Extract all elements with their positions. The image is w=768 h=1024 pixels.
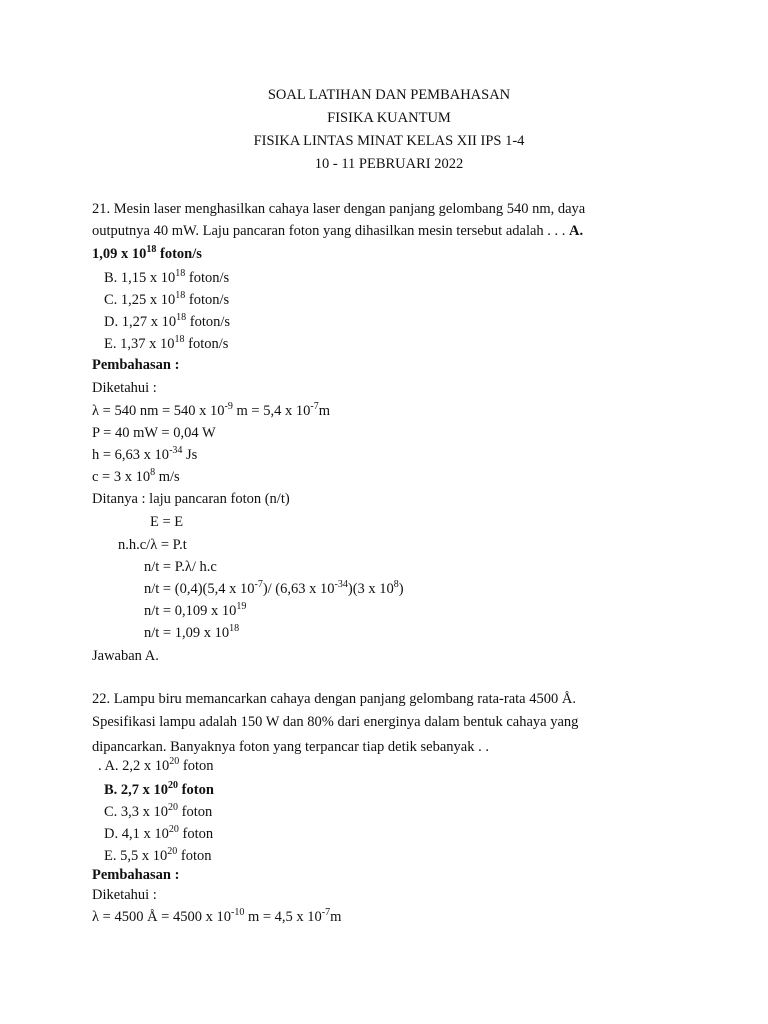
- q22-pembahasan-heading: Pembahasan :: [92, 867, 180, 883]
- q22-option-a: . A. 2,2 x $10^{20}$ foton: [98, 756, 214, 774]
- q21-jawaban: Jawaban A.: [92, 648, 159, 664]
- q22-option-d: D. 4,1 x $10^{20}$ foton: [104, 824, 214, 842]
- q22-option-c: C. 3,3 x $10^{20}$ foton: [104, 802, 213, 820]
- q21-speed-of-light: c = 3 x $10^8$ m/s: [92, 467, 180, 485]
- q21-step-6: n/t = 1,09 x $10^{18}$: [144, 623, 240, 641]
- q21-power: P = 40 mW = 0,04 W: [92, 425, 216, 441]
- q21-step-5: n/t = 0,109 x $10^{19}$: [144, 601, 247, 619]
- q22-diketahui: Diketahui :: [92, 887, 157, 903]
- doc-title-line-2: FISIKA KUANTUM: [327, 110, 451, 126]
- q21-option-e: E. 1,37 x $10^{18}$ foton/s: [104, 334, 229, 352]
- q21-question-line-1: 21. Mesin laser menghasilkan cahaya laser dengan panjang gelombang 540 nm, daya: [92, 201, 586, 217]
- doc-title-line-1: SOAL LATIHAN DAN PEMBAHASAN: [267, 87, 511, 103]
- q21-diketahui: Diketahui :: [92, 380, 157, 396]
- q21-step-2: n.h.c/λ = P.t: [118, 537, 187, 553]
- q21-ditanya: Ditanya : laju pancaran foton (n/t): [92, 491, 290, 507]
- doc-title-line-4: 10 - 11 PEBRUARI 2022: [314, 156, 464, 172]
- q21-step-4: n/t = (0,4)(5,4 x $10^{-7})/$ (6,63 x $10^{-34})(3$ x $10^8$): [144, 579, 404, 597]
- q22-question-line-1: 22. Lampu biru memancarkan cahaya dengan panjang gelombang rata-rata 4500 Å.: [92, 691, 576, 707]
- doc-title-line-3: FISIKA LINTAS MINAT KELAS XII IPS 1-4: [253, 133, 525, 149]
- q22-option-b: B. 2,7 x $10^{20}$ foton: [104, 780, 214, 798]
- q21-step-1: E = E: [150, 514, 184, 530]
- q21-pembahasan-heading: Pembahasan :: [92, 357, 180, 373]
- q21-question-line-2: outputnya 40 mW. Laju pancaran foton yang dihasilkan mesin tersebut adalah . . . A.: [92, 223, 584, 239]
- q21-lambda: λ = 540 nm = 540 x $10^{-9}$ m = 5,4 x $10^{-7}m$: [92, 401, 330, 419]
- q21-option-b: B. 1,15 x $10^{18}$ foton/s: [104, 268, 230, 286]
- q21-planck: h = 6,63 x $10^{-34}$ Js: [92, 445, 198, 463]
- q21-answer-prefix: A.: [569, 223, 584, 239]
- q21-step-3: n/t = P.λ/ h.c: [144, 559, 217, 575]
- q22-option-e: E. 5,5 x $10^{20}$ foton: [104, 846, 212, 864]
- q21-option-d: D. 1,27 x $10^{18}$ foton/s: [104, 312, 231, 330]
- q21-option-c: C. 1,25 x $10^{18}$ foton/s: [104, 290, 230, 308]
- q22-question-line-3: dipancarkan. Banyaknya foton yang terpancar tiap detik sebanyak . .: [92, 739, 489, 755]
- q22-question-line-2: Spesifikasi lampu adalah 150 W dan 80% dari energinya dalam bentuk cahaya yang: [92, 714, 579, 730]
- q21-option-a: 1,09 x $10^{18}$ foton/s: [92, 244, 202, 262]
- q22-lambda: λ = 4500 Å = 4500 x $10^{-10}$ m = 4,5 x $10^{-7}m$: [92, 907, 342, 925]
